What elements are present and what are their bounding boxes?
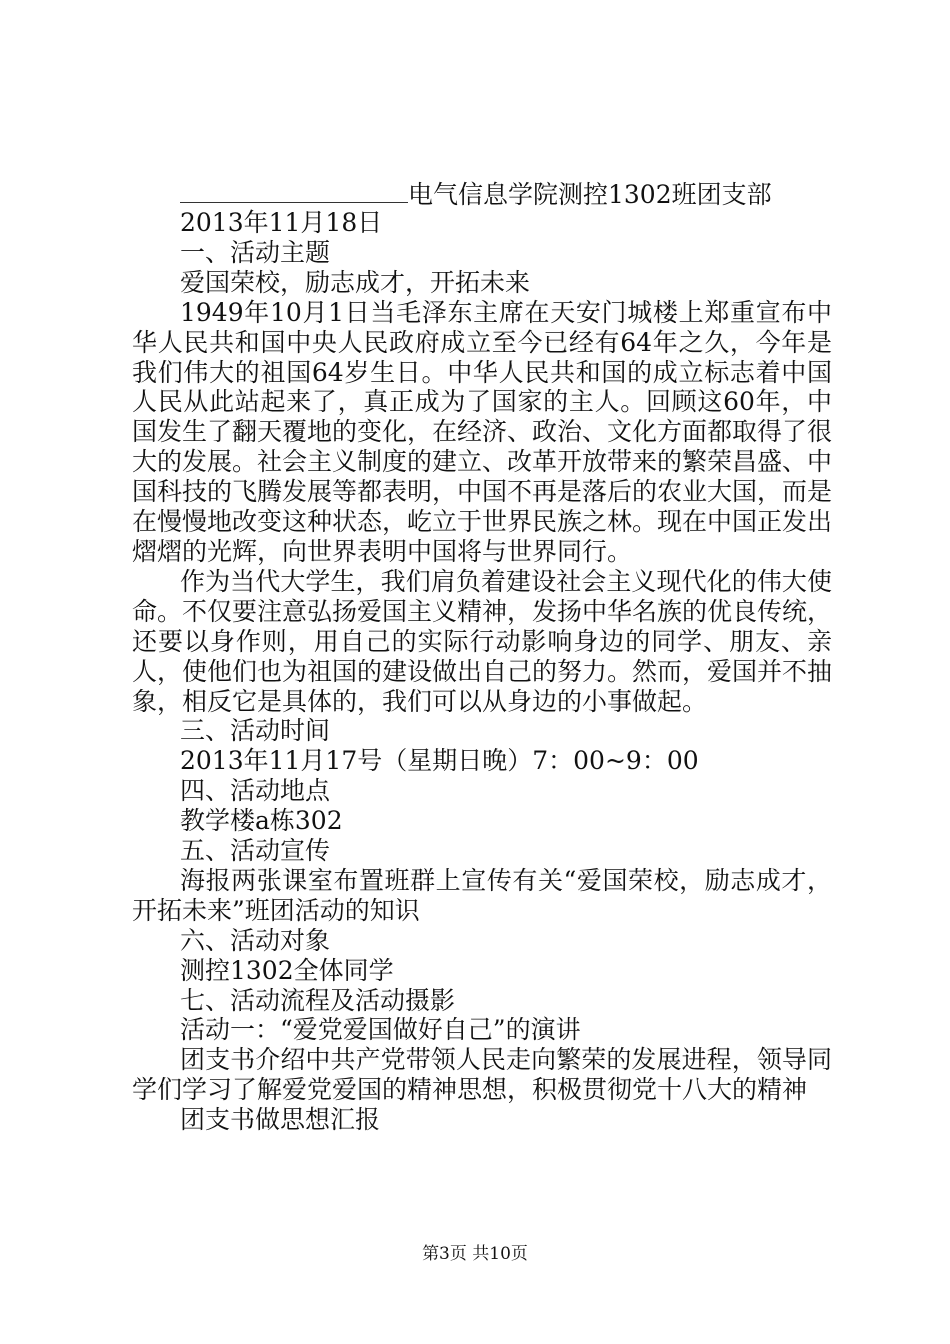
- promo-text: 海报两张课室布置班群上宣传有关“爱国荣校，励志成才，开拓未来”班团活动的知识: [132, 865, 832, 925]
- page-number: 第3页 共10页: [422, 1244, 528, 1264]
- theme-heading: 一、活动主题: [180, 237, 331, 267]
- place-text: 教学楼a栋302: [180, 806, 343, 836]
- report-text: 团支书做思想汇报: [180, 1105, 381, 1135]
- flow-heading: 七、活动流程及活动摄影: [180, 985, 456, 1015]
- activity-1-text: 团支书介绍中共产党带领人民走向繁荣的发展进程，领导同学们学习了解爱党爱国的精神思想，积极贯彻党十八大的精神: [132, 1045, 832, 1105]
- time-heading: 三、活动时间: [180, 716, 331, 746]
- theme-text: 爱国荣校，励志成才，开拓未来: [180, 267, 531, 297]
- blank-line: [180, 176, 408, 203]
- time-text: 2013年11月17号（星期日晚）7：00~9：00: [180, 746, 699, 776]
- document-header: [180, 176, 800, 212]
- target-heading: 六、活动对象: [180, 925, 331, 955]
- org-name: 电气信息学院测控1302班团支部: [408, 180, 772, 209]
- paragraph-2: 作为当代大学生，我们肩负着建设社会主义现代化的伟大使命。不仅要注意弘扬爱国主义精神，发扬中华名族的优良传统，还要以身作则，用自己的实际行动影响身边的同学、朋友、亲人，使他们也为祖国的建设做出自己的努力。然而，爱国并不抽象，相反它是具体的，我们可以从身边的小事做起。: [132, 566, 833, 716]
- activity-1-title: 活动一：“爱党爱国做好自己”的演讲: [180, 1015, 581, 1045]
- document-body: [132, 208, 832, 1135]
- target-text: 测控1302全体同学: [180, 955, 394, 985]
- promo-heading: 五、活动宣传: [180, 836, 331, 866]
- document-date: 2013年11月18日: [180, 208, 383, 237]
- place-heading: 四、活动地点: [180, 776, 331, 806]
- paragraph-1: 1949年10月1日当毛泽东主席在天安门城楼上郑重宣布中华人民共和国中央人民政府成立至今已经有64年之久，今年是我们伟大的祖国64岁生日。中华人民共和国的成立标志着中国人民从此站起来了，真正成为了国家的主人。回顾这60年，中国发生了翻天覆地的变化，在经济、政治、文化方面都取得了很大的发展。社会主义制度的建立、改革开放带来的繁荣昌盛、中国科技的飞腾发展等都表明，中国不再是落后的农业大国，而是在慢慢地改变这种状态，屹立于世界民族之林。现在中国正发出熠熠的光辉，向世界表明中国将与世界同行。: [132, 297, 833, 566]
